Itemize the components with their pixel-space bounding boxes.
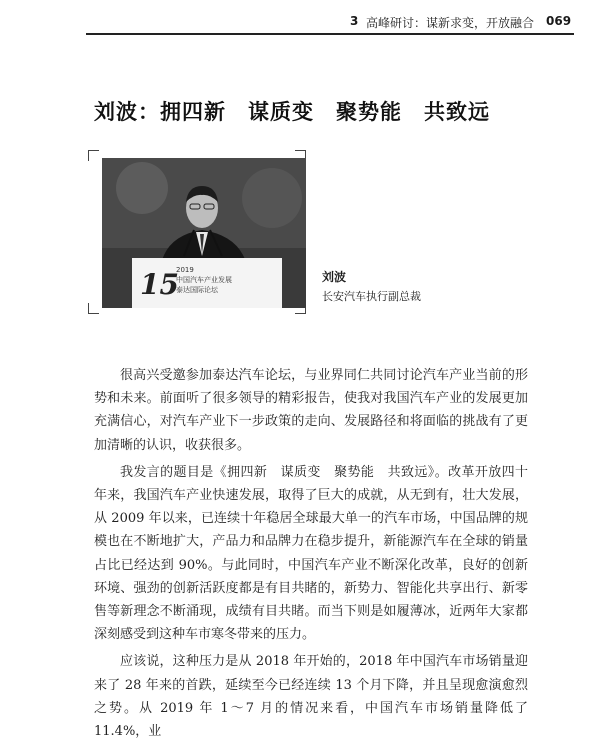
speaker-name: 刘波 [322,270,347,284]
paragraph: 我发言的题目是《拥四新 谋质变 聚势能 共致远》。改革开放四十年来，我国汽车产业快速发展，取得了巨大的成就，从无到有，壮大发展，从 2009 年以来，已连续十年稳居全球最大单一的汽车市场，中国品牌的规模也在不断地扩大，产品力和品牌力在稳步提升，新能源汽车在全球的销量占比已经达到 90%。与此同时，中国汽车产业不断深化改革，良好的创新环境、强劲的创新活跃度都是有目共睹的，新势力、智能化共享出行、新零售等新理念不断涌现，成绩有目共睹。而当下则是如履薄冰，近两年大家都深刻感受到这种车市寒冬带来的压力。 [94,464,528,643]
speaker-photo [102,158,306,308]
speaker-role: 长安汽车执行副总裁 [322,290,421,303]
running-header [0,10,600,32]
frame-corner-top-left [88,150,99,161]
frame-corner-bottom-left [88,303,99,314]
podium-year: 2019 [176,266,194,274]
paragraph: 很高兴受邀参加泰达汽车论坛，与业界同仁共同讨论汽车产业当前的形势和未来。前面听了很多领导的精彩报告，使我对我国汽车产业的发展更加充满信心，对汽车产业下一步政策的走向、发展路径和将面临的挑战有了更加清晰的认识，收获很多。 [94,368,528,453]
speaker-photo-frame [88,150,306,314]
article-title: 刘波：拥四新 谋质变 聚势能 共致远 [94,99,490,124]
podium-text-line2: 泰达国际论坛 [176,286,218,294]
chapter-number: 3 [350,14,359,28]
header-divider [86,33,574,35]
podium-text-line1: 中国汽车产业发展 [176,276,232,284]
podium-logo-number: 15 [140,268,179,301]
chapter-title: 高峰研讨：谋新求变，开放融合 [366,16,535,30]
paragraph: 应该说，这种压力是从 2018 年开始的，2018 年中国汽车市场销量迎来了 28 年来的首跌，延续至今已经连续 13 个月下降，并且呈现愈演愈烈之势。从 2019 年 1～7 月的情况来看，中国汽车市场销量降低了 11.4%，业 [94,654,528,740]
page-number: 069 [546,14,572,28]
article-body [94,364,528,747]
